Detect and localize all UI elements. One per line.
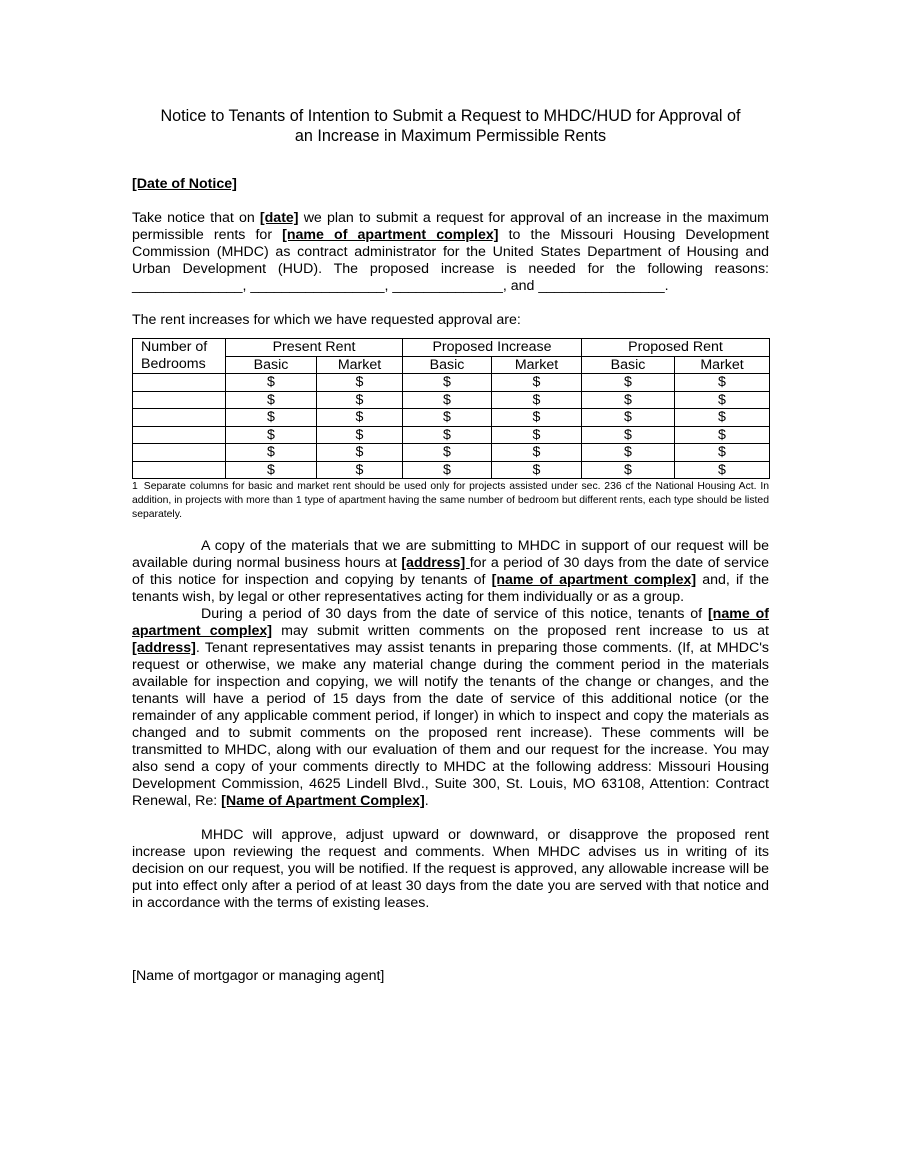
rent-cell[interactable]: $ bbox=[403, 444, 492, 462]
rent-cell[interactable]: $ bbox=[403, 426, 492, 444]
date-of-notice-placeholder: [Date of Notice] bbox=[132, 176, 237, 192]
intro-paragraph bbox=[132, 210, 769, 295]
approval-paragraph: MHDC will approve, adjust upward or downward, or disapprove the proposed rent increase upon reviewing the request and comments. When MHDC advises us in writing of its decision on our request, you will be notified. If the request is approved, any allowable increase will be put into effect only after a period of at least 30 days from the date you are served with that notice and in accordance with the terms of existing leases. bbox=[132, 827, 769, 911]
rent-cell[interactable]: $ bbox=[317, 409, 403, 427]
rent-cell[interactable]: $ bbox=[675, 374, 770, 392]
rent-cell[interactable]: $ bbox=[675, 444, 770, 462]
rent-cell[interactable]: $ bbox=[226, 444, 317, 462]
period-text-3: . Tenant representatives may assist tenants in preparing those comments. (If, at MHDC's request or otherwise, we make any material change during the comment period in the materials available for inspection and copying, we will notify the tenants of the change or changes, and the tenants will have a period of 15 days from the date of service of this additional notice (or the remainder of any applicable comment period, if longer) in which to inspect and copy the materials as changed and to submit comments on the proposed rent increase). These comments will be transmitted to MHDC, along with our evaluation of them and our request for the increase. You may also send a copy of your comments directly to MHDC at the following address: Missouri Housing Development Commission, 4625 Lindell Blvd., Suite 300, St. Louis, MO 63108, Attention: Contract Renewal, Re: bbox=[132, 640, 769, 809]
footnote-number: 1 bbox=[132, 481, 138, 492]
period-text-4: . bbox=[424, 793, 429, 809]
address-placeholder: [address] bbox=[132, 640, 196, 656]
complex-placeholder: [name of apartment complex] bbox=[282, 227, 499, 243]
rent-cell[interactable]: $ bbox=[317, 444, 403, 462]
rent-cell[interactable]: $ bbox=[403, 391, 492, 409]
group-header: Proposed Rent bbox=[582, 339, 770, 357]
copy-materials-paragraph bbox=[132, 538, 769, 606]
complex-placeholder: [name of apartment complex] bbox=[132, 606, 769, 639]
complex-placeholder: [name of apartment complex] bbox=[491, 572, 697, 588]
table-header-row bbox=[133, 339, 770, 357]
group-header: Present Rent bbox=[226, 339, 403, 357]
subheader-cell: Basic bbox=[403, 356, 492, 374]
document-title bbox=[132, 106, 769, 146]
rent-cell[interactable]: $ bbox=[582, 374, 675, 392]
rent-cell[interactable]: $ bbox=[582, 426, 675, 444]
intro-text-3: to the Missouri Housing Development Commission (MHDC) as contract administrator for the United States Department of Housing and Urban Development (HUD). The proposed increase is needed for the following reasons: ______________, _________________, ______________, and ________________. bbox=[132, 227, 769, 294]
rent-cell[interactable]: $ bbox=[226, 374, 317, 392]
comment-period-paragraph bbox=[132, 606, 769, 810]
table-row bbox=[133, 461, 770, 479]
rent-cell[interactable]: $ bbox=[675, 461, 770, 479]
subheader-cell: Market bbox=[675, 356, 770, 374]
period-text-1: During a period of 30 days from the date of service of this notice, tenants of bbox=[201, 606, 708, 622]
date-placeholder: [date] bbox=[259, 210, 299, 226]
rent-cell[interactable]: $ bbox=[226, 426, 317, 444]
group-header: Proposed Increase bbox=[403, 339, 582, 357]
table-footnote bbox=[132, 480, 769, 522]
rent-cell[interactable]: $ bbox=[403, 374, 492, 392]
table-row bbox=[133, 426, 770, 444]
table-subheader-row bbox=[133, 356, 770, 374]
rent-cell[interactable]: $ bbox=[582, 391, 675, 409]
intro-text-2: we plan to submit a request for approval of an increase in the maximum permissible rents for bbox=[132, 210, 769, 243]
bedrooms-cell[interactable] bbox=[133, 391, 226, 409]
rent-cell[interactable]: $ bbox=[317, 391, 403, 409]
rent-cell[interactable]: $ bbox=[675, 391, 770, 409]
rent-cell[interactable]: $ bbox=[492, 374, 582, 392]
table-row bbox=[133, 374, 770, 392]
table-row bbox=[133, 444, 770, 462]
rent-cell[interactable]: $ bbox=[492, 461, 582, 479]
rent-cell[interactable]: $ bbox=[675, 409, 770, 427]
bedrooms-cell[interactable] bbox=[133, 374, 226, 392]
copy-text-2: for a period of 30 days from the date of service of this notice for inspection and copying by tenants of bbox=[132, 555, 770, 588]
rent-cell[interactable]: $ bbox=[226, 409, 317, 427]
rent-cell[interactable]: $ bbox=[582, 444, 675, 462]
complex-placeholder: [Name of Apartment Complex] bbox=[221, 793, 425, 809]
rent-cell[interactable]: $ bbox=[317, 461, 403, 479]
table-row bbox=[133, 391, 770, 409]
bedrooms-cell[interactable] bbox=[133, 444, 226, 462]
bedrooms-header: Number of Bedrooms bbox=[133, 339, 226, 374]
table-row bbox=[133, 409, 770, 427]
rent-cell[interactable]: $ bbox=[403, 461, 492, 479]
table-intro: The rent increases for which we have requested approval are: bbox=[132, 312, 521, 328]
intro-text-1: Take notice that on bbox=[132, 210, 260, 226]
rent-cell[interactable]: $ bbox=[492, 391, 582, 409]
rent-cell[interactable]: $ bbox=[403, 409, 492, 427]
rent-cell[interactable]: $ bbox=[317, 374, 403, 392]
subheader-cell: Basic bbox=[226, 356, 317, 374]
rent-increase-table bbox=[132, 338, 770, 479]
rent-cell[interactable]: $ bbox=[675, 426, 770, 444]
rent-cell[interactable]: $ bbox=[582, 409, 675, 427]
copy-text-3: and, if the tenants wish, by legal or other representatives acting for them individually or as a group. bbox=[132, 572, 769, 605]
rent-cell[interactable]: $ bbox=[582, 461, 675, 479]
subheader-cell: Basic bbox=[582, 356, 675, 374]
bedrooms-cell[interactable] bbox=[133, 426, 226, 444]
rent-cell[interactable]: $ bbox=[226, 461, 317, 479]
bedrooms-cell[interactable] bbox=[133, 409, 226, 427]
title-line-1: Notice to Tenants of Intention to Submit a Request to MHDC/HUD for Approval of bbox=[160, 107, 741, 125]
copy-text-1: A copy of the materials that we are submitting to MHDC in support of our request will be available during normal business hours at bbox=[132, 538, 769, 571]
bedrooms-cell[interactable] bbox=[133, 461, 226, 479]
signature-line: [Name of mortgagor or managing agent] bbox=[132, 968, 385, 984]
rent-cell[interactable]: $ bbox=[492, 409, 582, 427]
subheader-cell: Market bbox=[492, 356, 582, 374]
footnote-text: Separate columns for basic and market rent should be used only for projects assisted under sec. 236 cf the National Housing Act. In addition, in projects with more than 1 type of apartment having the same number of bedroom but different rents, each type should be listed separately. bbox=[132, 481, 769, 520]
address-placeholder: [address] bbox=[401, 555, 470, 571]
document-page bbox=[132, 106, 769, 985]
rent-cell[interactable]: $ bbox=[492, 444, 582, 462]
period-text-2: may submit written comments on the proposed rent increase to us at bbox=[272, 623, 769, 639]
subheader-cell: Market bbox=[317, 356, 403, 374]
rent-cell[interactable]: $ bbox=[317, 426, 403, 444]
rent-cell[interactable]: $ bbox=[492, 426, 582, 444]
title-line-2: an Increase in Maximum Permissible Rents bbox=[294, 127, 607, 145]
rent-cell[interactable]: $ bbox=[226, 391, 317, 409]
